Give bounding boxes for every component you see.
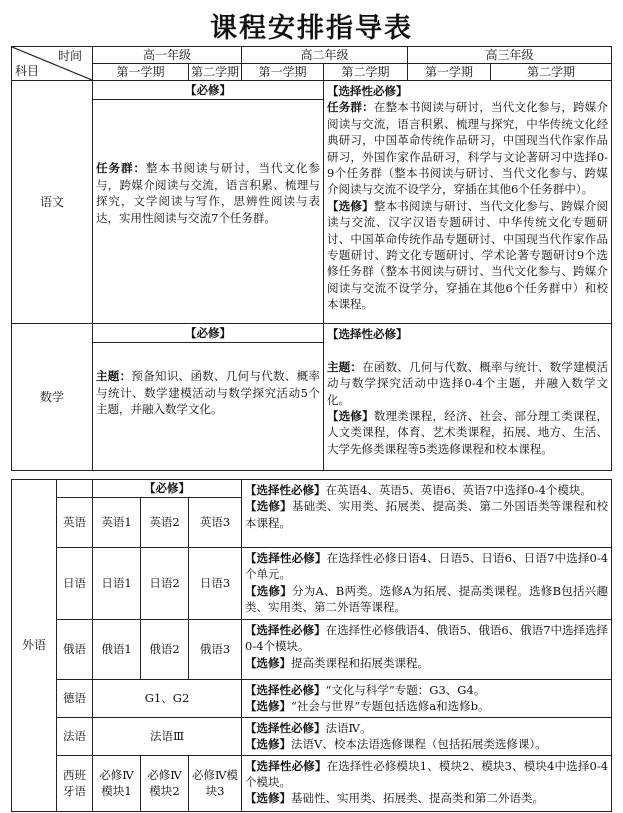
- term-header: 第二学期: [189, 64, 242, 81]
- required-tag: 【必修】: [93, 81, 323, 100]
- header-subject-label: 科目: [15, 63, 40, 78]
- chinese-required-text: 整本书阅读与研讨，当代文化参与，跨媒介阅读与交流，语言积累、梳理与探究，文学阅读与写作，思辨性阅读与表达，实用性阅读与交流7个任务群。: [96, 161, 320, 225]
- russian-selective-text: 在选择性必修俄语4、俄语5、俄语6、俄语7中选择选择0-4个模块。: [245, 623, 609, 654]
- course-cell: 俄语2: [141, 620, 189, 680]
- required-tag: 【必修】: [93, 324, 323, 343]
- selective-tag: 【选择性必修】: [327, 327, 408, 341]
- subject-math: 数学: [12, 324, 93, 471]
- spanish-elective-cell: [242, 755, 612, 811]
- course-cell: 日语3: [189, 548, 242, 620]
- course-cell: 必修Ⅳ模块3: [189, 755, 242, 811]
- selective-tag: 【选择性必修】: [245, 720, 326, 735]
- lang-russian: 俄语: [57, 620, 93, 680]
- lang-french: 法语: [57, 717, 93, 755]
- term-header: 第一学期: [242, 64, 324, 81]
- selective-tag: 【选择性必修】: [245, 483, 326, 497]
- grade-2-header: 高二年级: [242, 47, 408, 64]
- lang-german: 德语: [57, 680, 93, 718]
- japanese-elective-cell: [242, 548, 612, 620]
- english-elective-cell: [242, 480, 612, 548]
- optional-tag: 【选修】: [245, 499, 292, 514]
- lang-english: 英语: [57, 498, 93, 548]
- english-optional-text: 基础类、实用类、拓展类、提高类、第二外国语类等课程和校本课程。: [245, 499, 609, 530]
- term-header: 第二学期: [324, 64, 408, 81]
- chinese-required-cell: [93, 81, 324, 324]
- lang-japanese: 日语: [57, 548, 93, 620]
- task-group-label: 任务群：: [327, 100, 374, 115]
- optional-tag: 【选修】: [245, 737, 292, 752]
- course-cell: 英语1: [93, 498, 141, 548]
- selective-tag: 【选择性必修】: [245, 683, 326, 697]
- optional-tag: 【选修】: [245, 655, 292, 670]
- course-cell: 英语3: [189, 498, 242, 548]
- required-tag: 【必修】: [93, 480, 242, 498]
- selective-tag: 【选择性必修】: [245, 551, 327, 565]
- russian-elective-cell: [242, 620, 612, 680]
- optional-tag: 【选修】: [327, 409, 374, 424]
- term-header: 第二学期: [491, 64, 612, 81]
- selective-tag: 【选择性必修】: [327, 84, 408, 98]
- subject-chinese: 语文: [12, 81, 93, 324]
- course-cell: G1、G2: [93, 680, 242, 718]
- course-cell: 俄语1: [93, 620, 141, 680]
- french-selective-text: 法语Ⅳ。: [325, 720, 372, 735]
- theme-label: 主题：: [96, 369, 132, 384]
- subject-foreign: 外语: [12, 480, 57, 812]
- french-optional-text: 法语Ⅴ、校本法语选修课程（包括拓展类选修课）。: [291, 737, 547, 752]
- german-elective-cell: [242, 680, 612, 718]
- task-group-label: 任务群：: [96, 161, 146, 176]
- theme-label: 主题：: [327, 359, 363, 374]
- header-diagonal-cell: [12, 47, 93, 81]
- course-cell: 俄语3: [189, 620, 242, 680]
- japanese-optional-text: 分为A、B两类。选修A为拓展、提高类课程。选修B包括兴趣类、实用类、第二外语等课程。: [245, 583, 609, 615]
- spanish-optional-text: 基础性、实用类、拓展类、提高类和第二外语类。: [291, 791, 545, 806]
- math-elective-cell: [324, 324, 612, 471]
- course-cell: 英语2: [141, 498, 189, 548]
- japanese-selective-text: 在选择性必修日语4、日语5、日语6、日语7中选择0-4个单元。: [245, 551, 609, 582]
- selective-tag: 【选择性必修】: [245, 623, 326, 637]
- german-selective-text: “文化与科学”专题：G3、G4。: [325, 683, 486, 697]
- spanish-selective-text: 在选择性必修模块1、模块2、模块3、模块4中选择0-4个模块。: [245, 758, 609, 790]
- course-cell: 必修Ⅳ模块2: [141, 755, 189, 811]
- course-cell: 必修Ⅳ模块1: [93, 755, 141, 811]
- grade-3-header: 高三年级: [408, 47, 612, 64]
- chinese-selective-text: 在整本书阅读与研讨，当代文化参与，跨媒介阅读与交流，语言积累、梳理与探究，中华传统文化经典研习，中国革命传统作品研习，中国现当代作家作品研习，外国作家作品研习，科学与文论著研习中选择0-9个任务群（整本书阅读与研讨、当代文化参与、跨媒介阅读与交流不设学分，穿插在其他6个任务群中）。: [327, 100, 609, 197]
- grade-1-header: 高一年级: [93, 47, 242, 64]
- foreign-table: [11, 479, 612, 812]
- course-cell: 日语2: [141, 548, 189, 620]
- optional-tag: 【选修】: [245, 583, 292, 598]
- french-elective-cell: [242, 717, 612, 755]
- english-selective-text: 在英语4、英语5、英语6、英语7中选择0-4个模块。: [325, 483, 592, 497]
- math-required-cell: [93, 324, 324, 471]
- math-required-text: 预备知识、函数、几何与代数、概率与统计、数学建模活动与数学探究活动5个主题，并融入数学文化。: [96, 369, 321, 417]
- lang-spanish: 西班牙语: [57, 755, 93, 811]
- optional-tag: 【选修】: [245, 699, 292, 714]
- course-table: [11, 46, 612, 471]
- page-title: 课程安排指导表: [210, 13, 413, 44]
- course-cell: 法语Ⅲ: [93, 717, 242, 755]
- header-time-label: 时间: [57, 49, 82, 63]
- chinese-elective-cell: [324, 81, 612, 324]
- chinese-optional-text: 整本书阅读与研讨、当代文化参与、跨媒介阅读与交流、汉字汉语专题研讨、中华传统文化专题研讨、中国革命传统作品专题研讨、中国现当代作家作品专题研讨、跨文化专题研讨、学术论著专题研讨9个选修任务群（整本书阅读与研讨、当代文化参与、跨媒介阅读与交流不设学分，穿插在其他6个任务群中）和校本课程。: [327, 198, 609, 312]
- optional-tag: 【选修】: [327, 198, 374, 213]
- russian-optional-text: 提高类课程和拓展类课程。: [291, 655, 430, 670]
- selective-tag: 【选择性必修】: [245, 758, 327, 773]
- course-cell: 日语1: [93, 548, 141, 620]
- math-optional-text: 数理类课程，经济、社会、部分理工类课程，人文类课程，体育、艺术类课程，拓展、地方、生活、大学先修类课程等5类选修课程和校本课程。: [327, 409, 609, 456]
- math-selective-text: 在函数、几何与代数、概率与统计、数学建模活动与数学探究活动中选择0-4个主题，并融入数学文化。: [327, 359, 609, 407]
- optional-tag: 【选修】: [245, 791, 292, 806]
- term-header: 第一学期: [408, 64, 491, 81]
- foreign-blank-cell: [57, 480, 93, 498]
- german-optional-text: “社会与世界”专题包括选修a和选修b。: [291, 699, 490, 714]
- term-header: 第一学期: [93, 64, 189, 81]
